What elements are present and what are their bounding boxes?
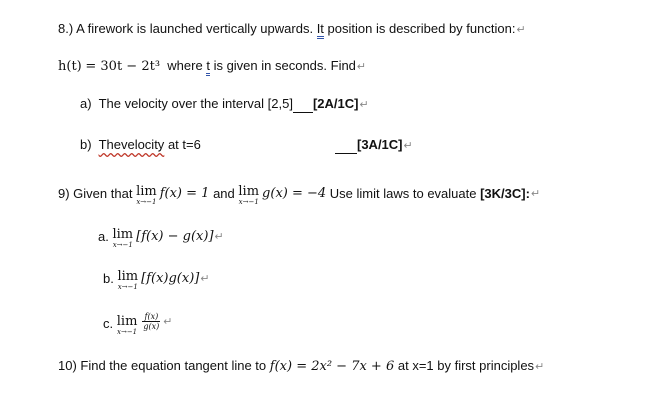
q8-intro-line bbox=[58, 21, 526, 38]
q8-func-lhs: h(t) bbox=[58, 59, 82, 74]
q8-intro-rest: position is described by function: bbox=[327, 21, 516, 36]
paragraph-mark-icon: ↵ bbox=[214, 231, 224, 243]
paragraph-mark-icon: ↵ bbox=[200, 273, 210, 285]
q9a-label: a. bbox=[98, 229, 109, 244]
q9-use: Use limit laws to evaluate bbox=[329, 186, 477, 201]
q9c-line bbox=[103, 312, 173, 336]
q9b-line bbox=[103, 271, 210, 291]
q10-text2: at x=1 by first principles bbox=[397, 358, 535, 373]
q8-func-eq: = 30t − 2t³ bbox=[85, 59, 161, 74]
q9-intro: 9) Given that bbox=[58, 186, 133, 201]
q9-and: and bbox=[213, 186, 235, 201]
q9a-lim: lim x→−1 bbox=[112, 227, 134, 249]
q9a-line bbox=[98, 229, 224, 249]
q8b-mark-line bbox=[335, 137, 413, 154]
q8a-mark: [2A/1C] bbox=[312, 96, 359, 111]
q9b-expr: [f(x)g(x)] bbox=[141, 271, 200, 286]
q9-expr2: g(x) = −4 bbox=[262, 186, 327, 201]
q8-function-line bbox=[58, 58, 366, 75]
q10-text: 10) Find the equation tangent line to bbox=[58, 358, 267, 373]
paragraph-mark-icon: ↵ bbox=[356, 61, 367, 73]
q9-lim-1: lim x→−1 bbox=[136, 184, 157, 206]
q9c-numerator: f(x) bbox=[142, 312, 160, 322]
q8b-mark: [3A/1C] bbox=[357, 137, 403, 152]
q9c-fraction bbox=[142, 312, 160, 331]
q9-lim-2: lim x→−1 bbox=[238, 184, 260, 206]
q8-intro: 8.) A firework is launched vertically upwards. bbox=[58, 21, 314, 36]
q8-t-var: t bbox=[206, 58, 210, 76]
paragraph-mark-icon: ↵ bbox=[535, 361, 545, 373]
q8a-line bbox=[80, 96, 369, 113]
q9-intro-line bbox=[58, 186, 540, 206]
q9a-expr: [f(x) − g(x)] bbox=[136, 229, 214, 244]
q8a-label: a) bbox=[80, 96, 92, 111]
q8-where: where bbox=[167, 58, 203, 73]
paragraph-mark-icon: ↵ bbox=[359, 99, 369, 111]
paragraph-mark-icon: ↵ bbox=[403, 140, 413, 152]
q8b-line bbox=[80, 137, 201, 153]
q8-given: is given in seconds. Find bbox=[213, 58, 356, 73]
q10-expr: f(x) = 2x² − 7x + 6 bbox=[269, 359, 395, 374]
q8-it-word: It bbox=[317, 21, 324, 39]
q9-mark: [3K/3C]: bbox=[480, 186, 530, 201]
q8b-blank bbox=[335, 137, 357, 154]
q8a-text: The velocity over the interval [2,5] bbox=[98, 96, 293, 111]
q9c-denominator: g(x) bbox=[143, 322, 160, 331]
q9b-label: b. bbox=[103, 271, 114, 286]
paragraph-mark-icon: ↵ bbox=[163, 315, 173, 328]
q8a-blank bbox=[293, 96, 313, 113]
q8b-label: b) bbox=[80, 137, 92, 152]
q9c-label: c. bbox=[103, 316, 114, 331]
q8b-word: Thevelocity bbox=[98, 137, 165, 152]
paragraph-mark-icon: ↵ bbox=[530, 188, 541, 200]
q9-expr1: f(x) = 1 bbox=[159, 186, 210, 201]
paragraph-mark-icon: ↵ bbox=[516, 24, 526, 36]
q8b-text: at t=6 bbox=[167, 137, 201, 152]
q9c-lim: lim x→−1 bbox=[116, 314, 138, 336]
q9b-lim: lim x→−1 bbox=[117, 269, 139, 291]
q10-line bbox=[58, 358, 544, 375]
